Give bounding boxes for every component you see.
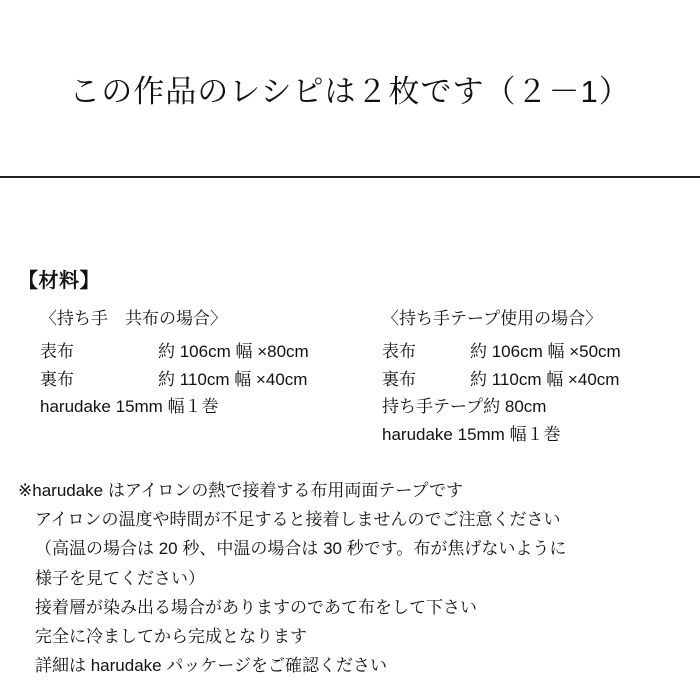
materials-column-handle-tape	[348, 304, 682, 448]
note-line: ※harudake はアイロンの熱で接着する布用両面テープです	[18, 481, 463, 500]
material-label: 裏布	[382, 369, 416, 389]
materials-columns	[18, 304, 682, 448]
material-label: harudake 15mm 幅	[382, 424, 527, 444]
material-row	[382, 393, 682, 421]
material-label: 持ち手テープ	[382, 397, 484, 417]
notes-block	[18, 476, 682, 681]
note-line: 様子を見てください）	[35, 568, 205, 588]
column-heading: 〈持ち手 共布の場合〉	[40, 309, 227, 328]
material-label: harudake 15mm 幅	[40, 397, 185, 417]
material-value: 約 106cm 幅 ×50cm	[470, 342, 621, 361]
page-title: この作品のレシピは２枚です（２－1）	[69, 73, 631, 109]
material-row	[382, 338, 682, 366]
note-line: （高温の場合は 20 秒、中温の場合は 30 秒です。布が焦げないように	[35, 539, 567, 559]
note-line: 詳細は harudake パッケージをご確認ください	[35, 656, 387, 676]
page-header	[0, 0, 700, 178]
material-value: 約 110cm 幅 ×40cm	[158, 369, 308, 389]
material-value: 約 110cm 幅 ×40cm	[470, 369, 620, 389]
material-label: 表布	[382, 342, 416, 361]
material-row	[382, 421, 682, 449]
page-body	[0, 178, 700, 700]
material-row	[40, 338, 348, 366]
note-line: 完全に冷ましてから完成となります	[35, 627, 307, 647]
material-value: １巻	[184, 397, 219, 417]
material-label: 裏布	[40, 369, 74, 389]
note-line: 接着層が染み出る場合がありますのであて布をして下さい	[35, 597, 477, 617]
material-label: 表布	[40, 342, 74, 361]
material-value: １巻	[526, 424, 561, 444]
note-line: アイロンの温度や時間が不足すると接着しませんのでご注意ください	[35, 510, 561, 530]
materials-column-own-fabric	[18, 304, 348, 448]
material-value: 約 80cm	[483, 397, 547, 417]
materials-section-title: 【材料】	[18, 270, 100, 292]
material-row	[40, 393, 348, 421]
column-heading: 〈持ち手テープ使用の場合〉	[382, 309, 603, 328]
material-row	[40, 366, 348, 394]
material-row	[382, 366, 682, 394]
material-value: 約 106cm 幅 ×80cm	[158, 342, 309, 361]
